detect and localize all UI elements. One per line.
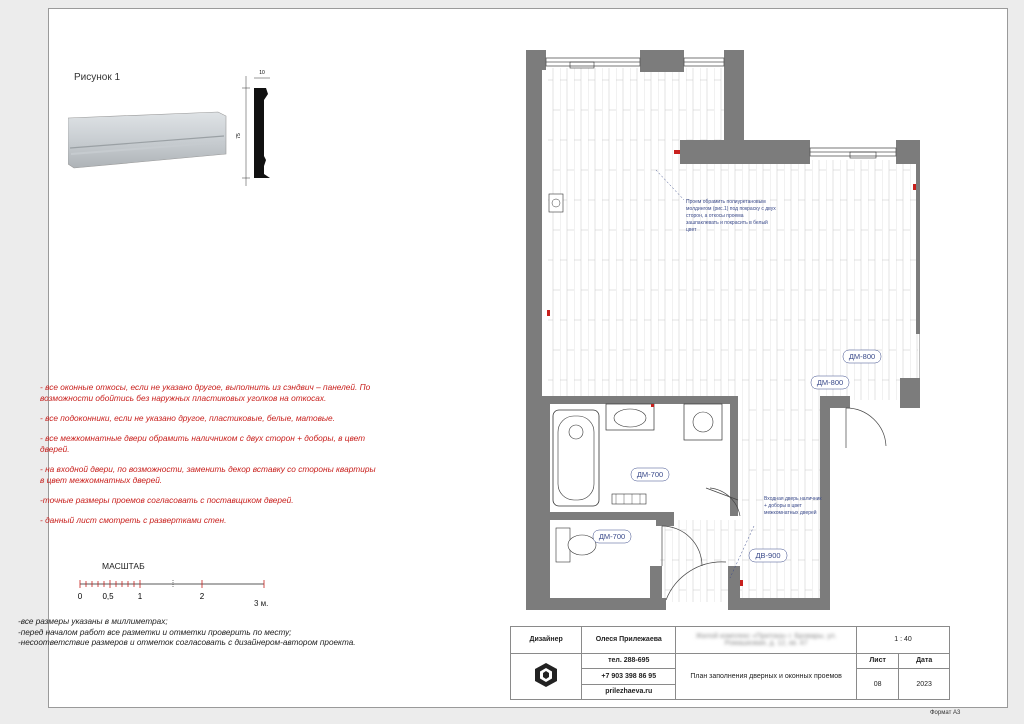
sheet-label: Лист bbox=[857, 653, 899, 668]
door-label-dm700-2: ДМ-700 bbox=[598, 532, 626, 541]
plan-note-entry-1: Входная дверь наличник bbox=[764, 496, 822, 502]
door-label-dm800-2: ДМ-800 bbox=[816, 378, 844, 387]
sheet-number: 08 bbox=[857, 669, 899, 700]
note-6: - данный лист смотреть с развертками стен. bbox=[40, 515, 227, 525]
plan-note-entry-2: + доборы в цвет bbox=[764, 503, 802, 509]
designer-logo bbox=[511, 653, 582, 699]
scale-bar-end bbox=[228, 580, 268, 590]
title-block bbox=[510, 626, 950, 700]
floor-plan bbox=[470, 38, 920, 610]
plan-note-top-2: молдингом (рис.1) под покраску с двух bbox=[686, 206, 776, 212]
scale-label-1: 1 bbox=[137, 592, 143, 601]
plan-note-top-3: сторон, а откосы проема bbox=[686, 213, 744, 219]
door-label-dm700-1: ДМ-700 bbox=[636, 470, 664, 479]
sink bbox=[606, 404, 654, 430]
floor-tiles-right bbox=[728, 160, 918, 400]
note-1: - все оконные откосы, если не указано другое, выполнить из сэндвич – панелей. По возможности обойтись без наружных пластиковых уголков на откосах. bbox=[40, 382, 371, 403]
note-5: -точные размеры проемов согласовать с поставщиком дверей. bbox=[40, 495, 294, 505]
washing-machine bbox=[684, 404, 722, 440]
scale-label-3: 3 м. bbox=[254, 599, 269, 608]
wall-sink bbox=[549, 194, 563, 212]
scale-title: МАСШТАБ bbox=[102, 561, 145, 571]
designer-name: Олеся Прилежаева bbox=[582, 627, 676, 654]
scale-value: 1 : 40 bbox=[857, 627, 950, 654]
sheet-title: План заполнения дверных и оконных проемов bbox=[676, 653, 857, 699]
sheet-year: 2023 bbox=[899, 669, 950, 700]
general-note-2: -перед началом работ все разметки и отметки проверить по месту; bbox=[18, 627, 292, 637]
designer-mobile: +7 903 398 86 95 bbox=[582, 669, 676, 684]
plan-note-top-5: цвет bbox=[686, 227, 697, 233]
scale-label-2: 2 bbox=[199, 592, 205, 601]
designer-phone: тел. 288-695 bbox=[582, 653, 676, 668]
bench bbox=[612, 494, 646, 504]
molding-image bbox=[68, 94, 228, 174]
door-label-dv900: ДВ-900 bbox=[755, 551, 781, 560]
door-label-dm800-1: ДМ-800 bbox=[848, 352, 876, 361]
designer-label: Дизайнер bbox=[511, 627, 582, 654]
general-note-1: -все размеры указаны в миллиметрах; bbox=[18, 617, 168, 626]
floor-tiles-main bbox=[548, 68, 728, 398]
dim-height: 75 bbox=[236, 133, 242, 139]
scale-label-05: 0,5 bbox=[102, 592, 114, 601]
molding-profile-drawing bbox=[226, 50, 292, 200]
plan-note-entry-3: межкомнатных дверей bbox=[764, 510, 817, 516]
date-label: Дата bbox=[899, 653, 950, 668]
general-notes bbox=[18, 617, 398, 649]
dim-width: 10 bbox=[259, 70, 265, 76]
plan-note-top-1: Проем обрамить полиуретановым bbox=[686, 199, 766, 205]
general-note-3: -несоответствие размеров и отметок согласовать с дизайнером-автором проекта. bbox=[18, 638, 356, 647]
designer-logo-icon bbox=[533, 662, 559, 688]
project-address: Жилой комплекс «Притока» г. Бровары, ул. Ромашковая, д. 12, кв. 47 bbox=[676, 627, 857, 654]
designer-site[interactable]: prilezhaeva.ru bbox=[582, 684, 676, 700]
figure-label: Рисунок 1 bbox=[74, 72, 121, 83]
scale-label-0: 0 bbox=[77, 592, 83, 601]
notes-list bbox=[40, 382, 380, 535]
note-4: - на входной двери, по возможности, заменить декор вставку со стороны квартиры в цвет межкомнатных дверей. bbox=[40, 464, 376, 485]
format-label: Формат А3 bbox=[930, 710, 961, 716]
scale-bar bbox=[28, 572, 228, 606]
note-2: - все подоконники, если не указано другое, пластиковые, белые, матовые. bbox=[40, 413, 335, 423]
plan-note-top-4: зашпаклевать и покрасить в белый bbox=[686, 220, 768, 226]
note-3: - все межкомнатные двери обрамить наличником с двух сторон + доборы, в цвет дверей. bbox=[40, 433, 366, 454]
